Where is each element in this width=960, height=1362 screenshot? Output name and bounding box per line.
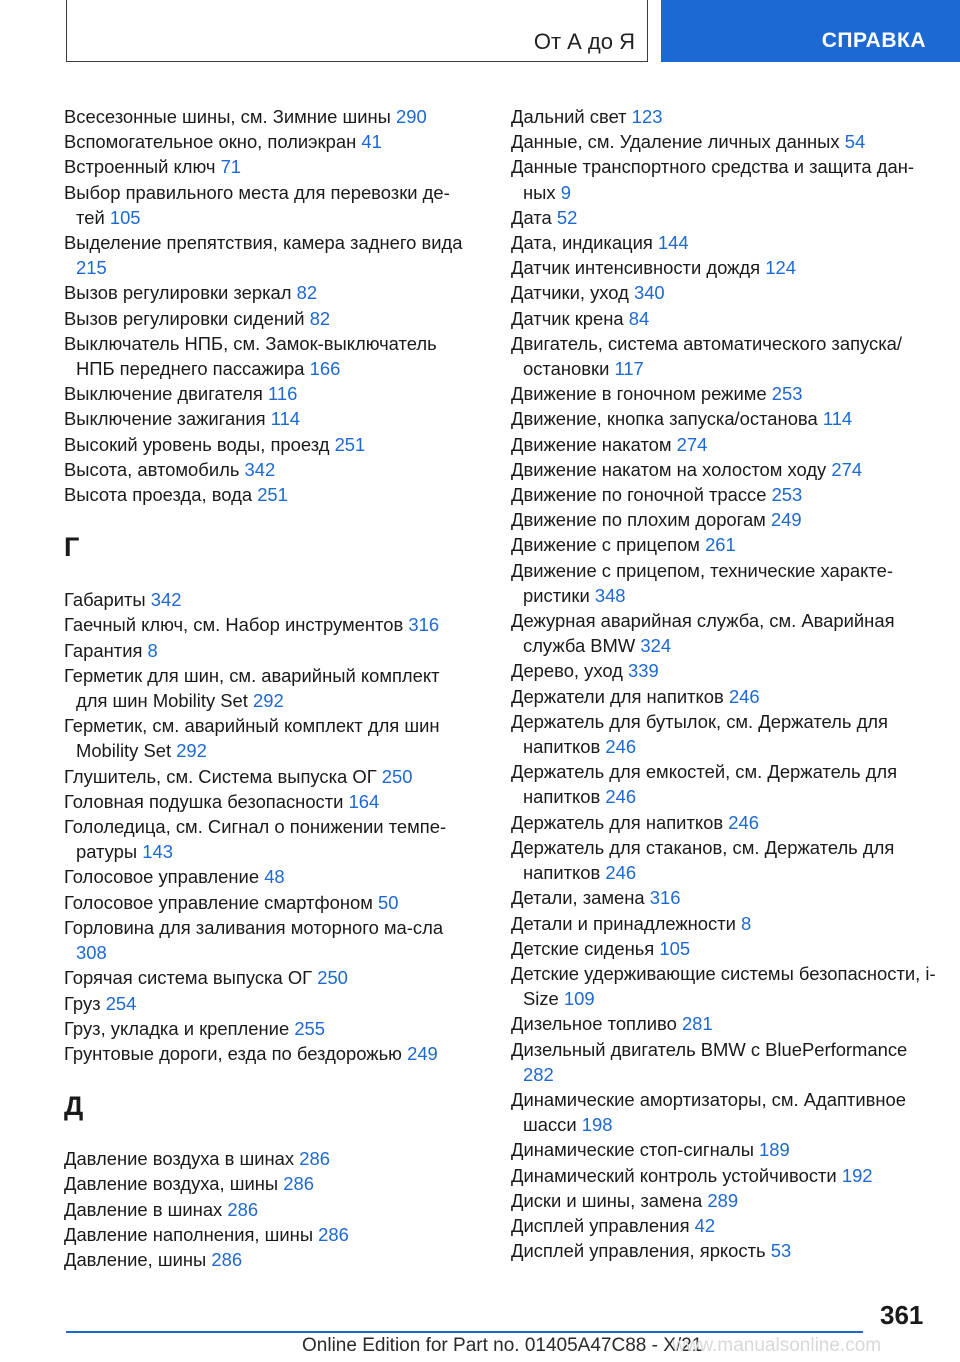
entry-term: Выбор правильного места для перевозки де‐тей: [64, 181, 450, 228]
entry-term: Дерево, уход: [511, 660, 623, 682]
index-entry: [64, 1171, 474, 1196]
entry-term: Высота, автомобиль: [64, 458, 240, 480]
entry-term: Выключатель НПБ, см. Замок-выключатель НПБ переднего пассажира: [64, 332, 437, 380]
index-entry: [511, 255, 941, 280]
footer-watermark: www.manualsonline.com: [672, 1335, 882, 1356]
entry-page-link[interactable]: 289: [707, 1189, 739, 1211]
entry-term: Детали и принадлежности: [511, 912, 736, 934]
entry-page-link[interactable]: 114: [822, 408, 853, 430]
entry-page-link[interactable]: 189: [759, 1139, 790, 1161]
index-entry: [64, 1146, 474, 1171]
entry-page-link[interactable]: 84: [628, 307, 650, 329]
entry-page-link[interactable]: 105: [109, 206, 141, 228]
entry-page-link[interactable]: 123: [631, 106, 663, 127]
entry-page-link[interactable]: 246: [605, 736, 637, 758]
entry-page-link[interactable]: 316: [649, 887, 681, 909]
index-entry: [64, 612, 474, 637]
entry-page-link[interactable]: 53: [770, 1240, 792, 1262]
entry-page-link[interactable]: 308: [76, 942, 107, 964]
entry-page-link[interactable]: 54: [844, 131, 866, 153]
index-entry: [64, 280, 474, 305]
entry-page-link[interactable]: 246: [605, 862, 637, 884]
index-entry: [64, 129, 474, 154]
entry-page-link[interactable]: 116: [267, 383, 298, 405]
header-section-title: От А до Я: [533, 29, 635, 54]
entry-term: Диски и шины, замена: [511, 1189, 703, 1211]
index-entry: [64, 457, 474, 482]
index-entry: [511, 1137, 941, 1162]
entry-term: Голосовое управление смартфоном: [64, 891, 373, 913]
index-entry: [511, 658, 941, 683]
entry-page-link[interactable]: 249: [407, 1042, 438, 1064]
index-entry: [64, 381, 474, 406]
index-entry: [64, 890, 474, 915]
index-entry: [511, 1213, 941, 1238]
header-tab-label: СПРАВКА: [821, 29, 926, 52]
entry-term: Динамические стоп-сигналы: [511, 1139, 754, 1161]
entry-page-link[interactable]: 255: [294, 1017, 325, 1039]
entry-term: Детские сиденья: [511, 937, 655, 959]
index-entry: [64, 306, 474, 331]
entry-page-link[interactable]: 290: [396, 106, 427, 127]
section-letter: Г: [64, 532, 80, 563]
entry-page-link[interactable]: 71: [220, 156, 242, 178]
entry-term: Динамический контроль устойчивости: [511, 1164, 837, 1186]
index-entry: [64, 1222, 474, 1247]
entry-page-link[interactable]: 251: [334, 433, 366, 455]
entry-page-link[interactable]: 250: [317, 967, 348, 989]
entry-term: Высокий уровень воды, проезд: [64, 433, 330, 455]
entry-term: Давление наполнения, шины: [64, 1223, 314, 1245]
entry-page-link[interactable]: 114: [270, 408, 301, 430]
entry-term: Движение по гоночной трассе: [511, 484, 767, 506]
index-entry: [511, 331, 941, 381]
entry-term: Горловина для заливания моторного ма‐сла: [64, 916, 444, 938]
entry-term: Датчик крена: [511, 307, 624, 329]
entry-page-link[interactable]: 109: [563, 988, 595, 1010]
entry-page-link[interactable]: 342: [150, 589, 182, 611]
entry-page-link[interactable]: 164: [348, 790, 380, 812]
entry-term: Дальний свет: [511, 106, 627, 127]
index-entry: [511, 936, 941, 961]
index-entry: [511, 104, 941, 129]
index-entry: [64, 638, 474, 663]
entry-page-link[interactable]: 117: [614, 358, 644, 380]
entry-page-link[interactable]: 342: [244, 458, 276, 480]
entry-page-link[interactable]: 198: [581, 1114, 613, 1136]
index-entry: [64, 814, 474, 864]
index-entry: [64, 406, 474, 431]
index-entry: [64, 230, 474, 280]
entry-term: Держатель для бутылок, см. Держатель для напитков: [511, 710, 888, 758]
entry-page-link[interactable]: 261: [705, 534, 736, 556]
index-entry: [64, 1041, 474, 1066]
index-entry: [511, 1238, 941, 1263]
entry-term: Груз: [64, 992, 101, 1014]
entry-page-link[interactable]: 286: [227, 1198, 259, 1220]
entry-term: Дисплей управления: [511, 1214, 690, 1236]
entry-page-link[interactable]: 282: [523, 1063, 554, 1085]
entry-page-link[interactable]: 246: [605, 786, 637, 808]
entry-term: Детские удерживающие системы безопасности, i-Size: [511, 962, 936, 1010]
entry-page-link[interactable]: 9: [560, 181, 571, 203]
entry-page-link[interactable]: 105: [659, 937, 691, 959]
index-entry: [511, 406, 941, 431]
entry-page-link[interactable]: 42: [694, 1214, 716, 1236]
index-entry: [511, 759, 941, 809]
index-entry: [64, 713, 474, 763]
entry-term: Гарантия: [64, 639, 143, 661]
index-entry: [511, 432, 941, 457]
entry-term: Движение по плохим дорогам: [511, 509, 766, 531]
entry-page-link[interactable]: 286: [299, 1148, 330, 1170]
index-entry: [511, 507, 941, 532]
section-letter: Д: [64, 1091, 84, 1122]
entry-page-link[interactable]: 246: [728, 685, 760, 707]
index-entry: [64, 764, 474, 789]
entry-term: Детали, замена: [511, 887, 645, 909]
index-entry: [511, 482, 941, 507]
entry-page-link[interactable]: 324: [640, 635, 672, 657]
entry-term: Голосовое управление: [64, 866, 260, 888]
entry-page-link[interactable]: 124: [765, 257, 796, 279]
entry-term: Динамические амортизаторы, см. Адаптивное шасси: [511, 1088, 906, 1136]
entry-page-link[interactable]: 253: [771, 484, 803, 506]
index-entry: [511, 532, 941, 557]
entry-term: Датчики, уход: [511, 282, 629, 304]
entry-term: Гаечный ключ, см. Набор инструментов: [64, 614, 404, 636]
entry-page-link[interactable]: 254: [105, 992, 137, 1014]
index-entry: [511, 280, 941, 305]
entry-page-link[interactable]: 286: [318, 1223, 349, 1245]
entry-term: Дежурная аварийная служба, см. Аварийная служба BMW: [511, 610, 895, 657]
entry-page-link[interactable]: 82: [309, 307, 331, 329]
index-entry: [64, 789, 474, 814]
entry-term: Грунтовые дороги, езда по бездорожью: [64, 1042, 402, 1064]
entry-page-link[interactable]: 253: [771, 383, 803, 405]
entry-term: Дисплей управления, яркость: [511, 1240, 766, 1262]
entry-term: Выключение зажигания: [64, 408, 266, 430]
index-entry: [64, 104, 474, 129]
entry-page-link[interactable]: 82: [296, 282, 318, 304]
index-entry: [64, 1247, 474, 1272]
entry-page-link[interactable]: 286: [211, 1248, 243, 1270]
entry-page-link[interactable]: 192: [841, 1164, 873, 1186]
entry-page-link[interactable]: 348: [594, 584, 626, 606]
entry-term: Держатель для стаканов, см. Держатель для напитков: [511, 836, 895, 884]
index-entry: [64, 965, 474, 990]
index-entry: [64, 432, 474, 457]
entry-term: Всесезонные шины, см. Зимние шины: [64, 106, 391, 127]
entry-page-link[interactable]: 339: [628, 660, 659, 682]
entry-term: Глушитель, см. Система выпуска ОГ: [64, 765, 377, 787]
index-entry: [511, 1037, 941, 1087]
index-entry: [511, 1163, 941, 1188]
entry-page-link[interactable]: 274: [676, 433, 708, 455]
index-entry: [64, 587, 474, 612]
entry-term: Датчик интенсивности дождя: [511, 257, 761, 279]
entry-page-link[interactable]: 316: [408, 614, 440, 636]
entry-page-link[interactable]: 274: [831, 458, 863, 480]
entry-term: Встроенный ключ: [64, 156, 216, 178]
entry-term: Движение с прицепом: [511, 534, 700, 556]
index-entry: [64, 154, 474, 179]
index-entry: [511, 1188, 941, 1213]
index-entry: [511, 810, 941, 835]
index-entry: [511, 885, 941, 910]
index-entry: [511, 1011, 941, 1036]
entry-page-link[interactable]: 246: [728, 811, 759, 833]
index-entry: [64, 180, 474, 230]
index-entry: [511, 911, 941, 936]
entry-term: Герметик для шин, см. аварийный комплект для шин Mobility Set: [64, 664, 440, 712]
entry-term: Горячая система выпуска ОГ: [64, 967, 313, 989]
entry-term: Гололедица, см. Сигнал о понижении темпе‐ратуры: [64, 816, 447, 863]
index-entry: [511, 306, 941, 331]
entry-term: Дата: [511, 206, 552, 228]
index-entry: [64, 663, 474, 713]
index-entry: [511, 558, 941, 608]
footer-divider: [66, 1331, 863, 1333]
index-entry: [64, 864, 474, 889]
entry-term: Движение накатом на холостом ходу: [511, 458, 827, 480]
entry-page-link[interactable]: 292: [253, 690, 284, 712]
entry-term: Герметик, см. аварийный комплект для шин Mobility Set: [64, 715, 440, 762]
entry-page-link[interactable]: 215: [76, 257, 107, 279]
index-entry: [64, 915, 474, 965]
footer-edition: Online Edition for Part no. 01405A47C88 - X/21: [302, 1335, 703, 1356]
index-column-right: [511, 104, 941, 1263]
entry-term: Данные транспортного средства и защита дан‐ных: [511, 156, 914, 203]
entry-term: Вызов регулировки сидений: [64, 307, 305, 329]
index-entry: [64, 1197, 474, 1222]
entry-page-link[interactable]: 340: [633, 282, 665, 304]
entry-term: Головная подушка безопасности: [64, 790, 344, 812]
entry-page-link[interactable]: 41: [361, 131, 382, 153]
entry-term: Груз, укладка и крепление: [64, 1017, 290, 1039]
index-column-left: [64, 104, 474, 1272]
entry-term: Габариты: [64, 589, 146, 611]
entry-page-link[interactable]: 48: [264, 866, 285, 888]
index-entry: [511, 684, 941, 709]
entry-term: Дизельный двигатель BMW с BluePerformance: [511, 1038, 908, 1060]
entry-page-link[interactable]: 286: [283, 1173, 314, 1195]
entry-page-link[interactable]: 166: [309, 358, 341, 380]
index-entry: [511, 709, 941, 759]
index-entry: [511, 608, 941, 658]
entry-term: Вызов регулировки зеркал: [64, 282, 292, 304]
index-entry: [511, 961, 941, 1011]
entry-term: Движение, кнопка запуска/останова: [511, 408, 818, 430]
index-entry: [64, 991, 474, 1016]
entry-page-link[interactable]: 292: [176, 740, 207, 762]
entry-term: Дата, индикация: [511, 232, 653, 254]
entry-term: Выключение двигателя: [64, 383, 263, 405]
entry-term: Дизельное топливо: [511, 1013, 677, 1035]
entry-page-link[interactable]: 144: [657, 232, 689, 254]
index-entry: [64, 331, 474, 381]
index-entry: [511, 129, 941, 154]
entry-term: Давление воздуха в шинах: [64, 1148, 295, 1170]
entry-page-link[interactable]: 143: [142, 841, 173, 863]
entry-term: Движение накатом: [511, 433, 672, 455]
entry-term: Держатели для напитков: [511, 685, 724, 707]
entry-term: Высота проезда, вода: [64, 484, 253, 506]
header-section-box: [66, 0, 648, 62]
header-tab-reference[interactable]: [661, 0, 960, 62]
entry-page-link[interactable]: 281: [681, 1013, 713, 1035]
entry-term: Выделение препятствия, камера заднего вида: [64, 232, 463, 254]
index-entry: [64, 1016, 474, 1041]
entry-term: Давление воздуха, шины: [64, 1173, 279, 1195]
entry-term: Двигатель, система автоматического запуска/остановки: [511, 332, 902, 380]
entry-page-link[interactable]: 8: [741, 912, 752, 934]
index-entry: [511, 835, 941, 885]
index-entry: [511, 154, 941, 204]
entry-page-link[interactable]: 250: [381, 765, 413, 787]
entry-term: Держатель для емкостей, см. Держатель для напитков: [511, 761, 898, 808]
index-entry: [511, 230, 941, 255]
entry-term: Давление в шинах: [64, 1198, 223, 1220]
entry-term: Вспомогательное окно, полиэкран: [64, 131, 357, 153]
entry-page-link[interactable]: 52: [556, 206, 578, 228]
index-entry: [511, 457, 941, 482]
entry-term: Данные, см. Удаление личных данных: [511, 131, 840, 153]
entry-term: Давление, шины: [64, 1248, 207, 1270]
index-entry: [511, 1087, 941, 1137]
entry-page-link[interactable]: 251: [257, 484, 288, 506]
entry-term: Движение с прицепом, технические характе‐ристики: [511, 559, 893, 606]
entry-term: Держатель для напитков: [511, 811, 724, 833]
entry-page-link[interactable]: 8: [147, 639, 158, 661]
entry-page-link[interactable]: 249: [770, 509, 802, 531]
entry-page-link[interactable]: 50: [377, 891, 399, 913]
index-entry: [511, 205, 941, 230]
index-entry: [511, 381, 941, 406]
index-entry: [64, 482, 474, 507]
entry-term: Движение в гоночном режиме: [511, 383, 767, 405]
page-number: 361: [880, 1300, 924, 1330]
